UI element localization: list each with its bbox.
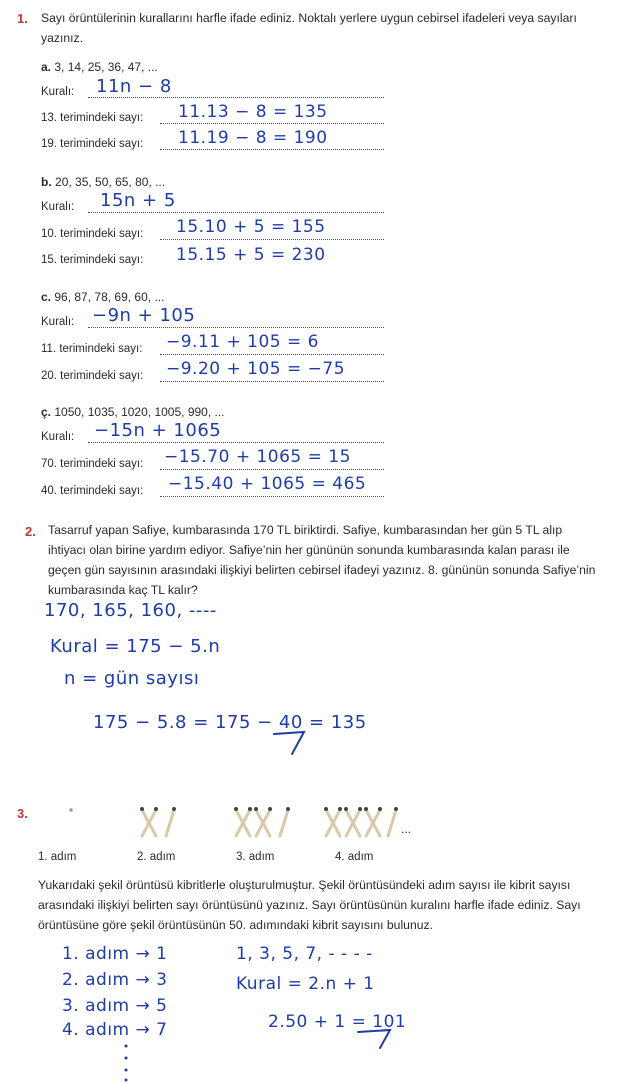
answer-line[interactable] <box>88 97 384 98</box>
handwritten-step: 1. adım → 1 <box>62 944 168 964</box>
answer-line[interactable] <box>160 469 384 470</box>
step-label: 3. adım <box>236 851 275 863</box>
prompt-line: Yukarıdaki şekil örüntüsü kibritlerle oluşturulmuştur. Şekil örüntüsündeki adım sayısı ile kibrit sayısı <box>38 878 571 892</box>
handwritten-answer: 11.13 − 8 = 135 <box>178 102 328 122</box>
rule-label: Kuralı: <box>41 431 75 443</box>
prompt-line: arasındaki ilişkiyi belirten sayı örüntüsünü yazınız. Sayı örüntüsünün kuralını harfle ifade ediniz. Sayı <box>38 898 581 912</box>
handwritten-answer: −9.11 + 105 = 6 <box>166 332 319 352</box>
part-c-sequence: c. 96, 87, 78, 69, 60, ... <box>41 290 165 304</box>
prompt-line: yazınız. <box>41 31 83 45</box>
answer-line[interactable] <box>160 381 384 382</box>
step-label: 1. adım <box>38 851 77 863</box>
prompt-line: Tasarruf yapan Safiye, kumbarasında 170 TL biriktirdi. Safiye, kumbarasından her gün 5 TL alıp <box>48 523 563 537</box>
handwritten-answer: −15.70 + 1065 = 15 <box>164 447 351 467</box>
matchstick-figure-step-4 <box>320 800 410 840</box>
rule-label: Kuralı: <box>41 316 75 328</box>
rule-label: Kuralı: <box>41 201 75 213</box>
answer-line[interactable] <box>160 123 384 124</box>
answer-underline-mark <box>356 1028 396 1050</box>
handwritten-step: 2. adım → 3 <box>62 970 168 990</box>
matchstick-figure-step-1 <box>60 800 90 840</box>
rule-label: Kuralı: <box>41 86 75 98</box>
handwritten-answer: −9n + 105 <box>92 305 196 326</box>
handwritten-answer: −9.20 + 105 = −75 <box>166 359 346 379</box>
handwritten-answer: 15.10 + 5 = 155 <box>176 217 326 237</box>
term-label: 15. terimindeki sayı: <box>41 254 144 266</box>
step-label: 2. adım <box>137 851 176 863</box>
prompt-line: Sayı örüntülerinin kurallarını harfle ifade ediniz. Noktalı yerlere uygun cebirsel ifadeleri veya sayıları <box>41 11 577 25</box>
answer-line[interactable] <box>88 442 384 443</box>
handwritten-answer: 15.15 + 5 = 230 <box>176 245 326 265</box>
prompt-line: ihtiyacı olan birine yardım ediyor. Safiye’nin her gününün sonunda kumbarasında kalan parası ile <box>48 543 570 557</box>
prompt-line: örüntüsüne göre şekil örüntüsünün 50. adımındaki kibrit sayısını bulunuz. <box>38 918 433 932</box>
term-label: 11. terimindeki sayı: <box>41 343 143 355</box>
part-b-sequence: b. 20, 35, 50, 65, 80, ... <box>41 175 166 189</box>
prompt-line: geçen gün sayısının arasındaki ilişkiyi belirten cebirsel ifadeyi yazınız. 8. gününün sonunda Safiye’nin <box>48 563 596 577</box>
answer-line[interactable] <box>160 149 384 150</box>
term-label: 19. terimindeki sayı: <box>41 138 144 150</box>
handwritten-definition: n = gün sayısı <box>64 668 200 689</box>
question-3-prompt <box>38 875 636 935</box>
handwritten-calculation: 175 − 5.8 = 175 − 40 = 135 <box>93 712 367 733</box>
handwritten-answer: −15n + 1065 <box>94 420 222 441</box>
question-1-prompt <box>41 8 631 48</box>
term-label: 40. terimindeki sayı: <box>41 485 144 497</box>
question-3-number: 3. <box>17 806 28 821</box>
handwritten-answer: 11.19 − 8 = 190 <box>178 128 328 148</box>
matchstick-figure-step-2 <box>134 800 194 840</box>
part-a-sequence: a. 3, 14, 25, 36, 47, ... <box>41 60 158 74</box>
handwritten-rule: Kural = 175 − 5.n <box>50 636 221 657</box>
vertical-dots-mark <box>122 1042 132 1082</box>
step-label: 4. adım <box>335 851 374 863</box>
matchstick-figure-step-3 <box>230 800 300 840</box>
handwritten-answer: 15n + 5 <box>100 190 176 211</box>
question-1-number: 1. <box>17 11 28 26</box>
handwritten-sequence: 170, 165, 160, ---- <box>44 600 217 621</box>
handwritten-step: 4. adım → 7 <box>62 1020 168 1040</box>
answer-line[interactable] <box>88 212 384 213</box>
term-label: 20. terimindeki sayı: <box>41 370 144 382</box>
handwritten-sequence: 1, 3, 5, 7, - - - - <box>236 944 373 964</box>
pattern-ellipsis: ... <box>401 822 412 836</box>
handwritten-rule: Kural = 2.n + 1 <box>236 974 375 994</box>
term-label: 70. terimindeki sayı: <box>41 458 144 470</box>
question-2-number: 2. <box>25 524 36 539</box>
answer-line[interactable] <box>160 354 384 355</box>
handwritten-step: 3. adım → 5 <box>62 996 168 1016</box>
handwritten-calculation: 2.50 + 1 = 101 <box>268 1012 407 1032</box>
term-label: 10. terimindeki sayı: <box>41 228 144 240</box>
answer-underline-mark <box>270 728 310 758</box>
handwritten-answer: −15.40 + 1065 = 465 <box>168 474 367 494</box>
handwritten-answer: 11n − 8 <box>96 76 172 97</box>
answer-line[interactable] <box>160 239 384 240</box>
answer-line[interactable] <box>160 496 384 497</box>
answer-line[interactable] <box>88 327 384 328</box>
term-label: 13. terimindeki sayı: <box>41 112 144 124</box>
prompt-line: kumbarasında kaç TL kalır? <box>48 583 198 597</box>
part-cc-sequence: ç. 1050, 1035, 1020, 1005, 990, ... <box>41 405 225 419</box>
question-2-prompt <box>48 520 633 600</box>
